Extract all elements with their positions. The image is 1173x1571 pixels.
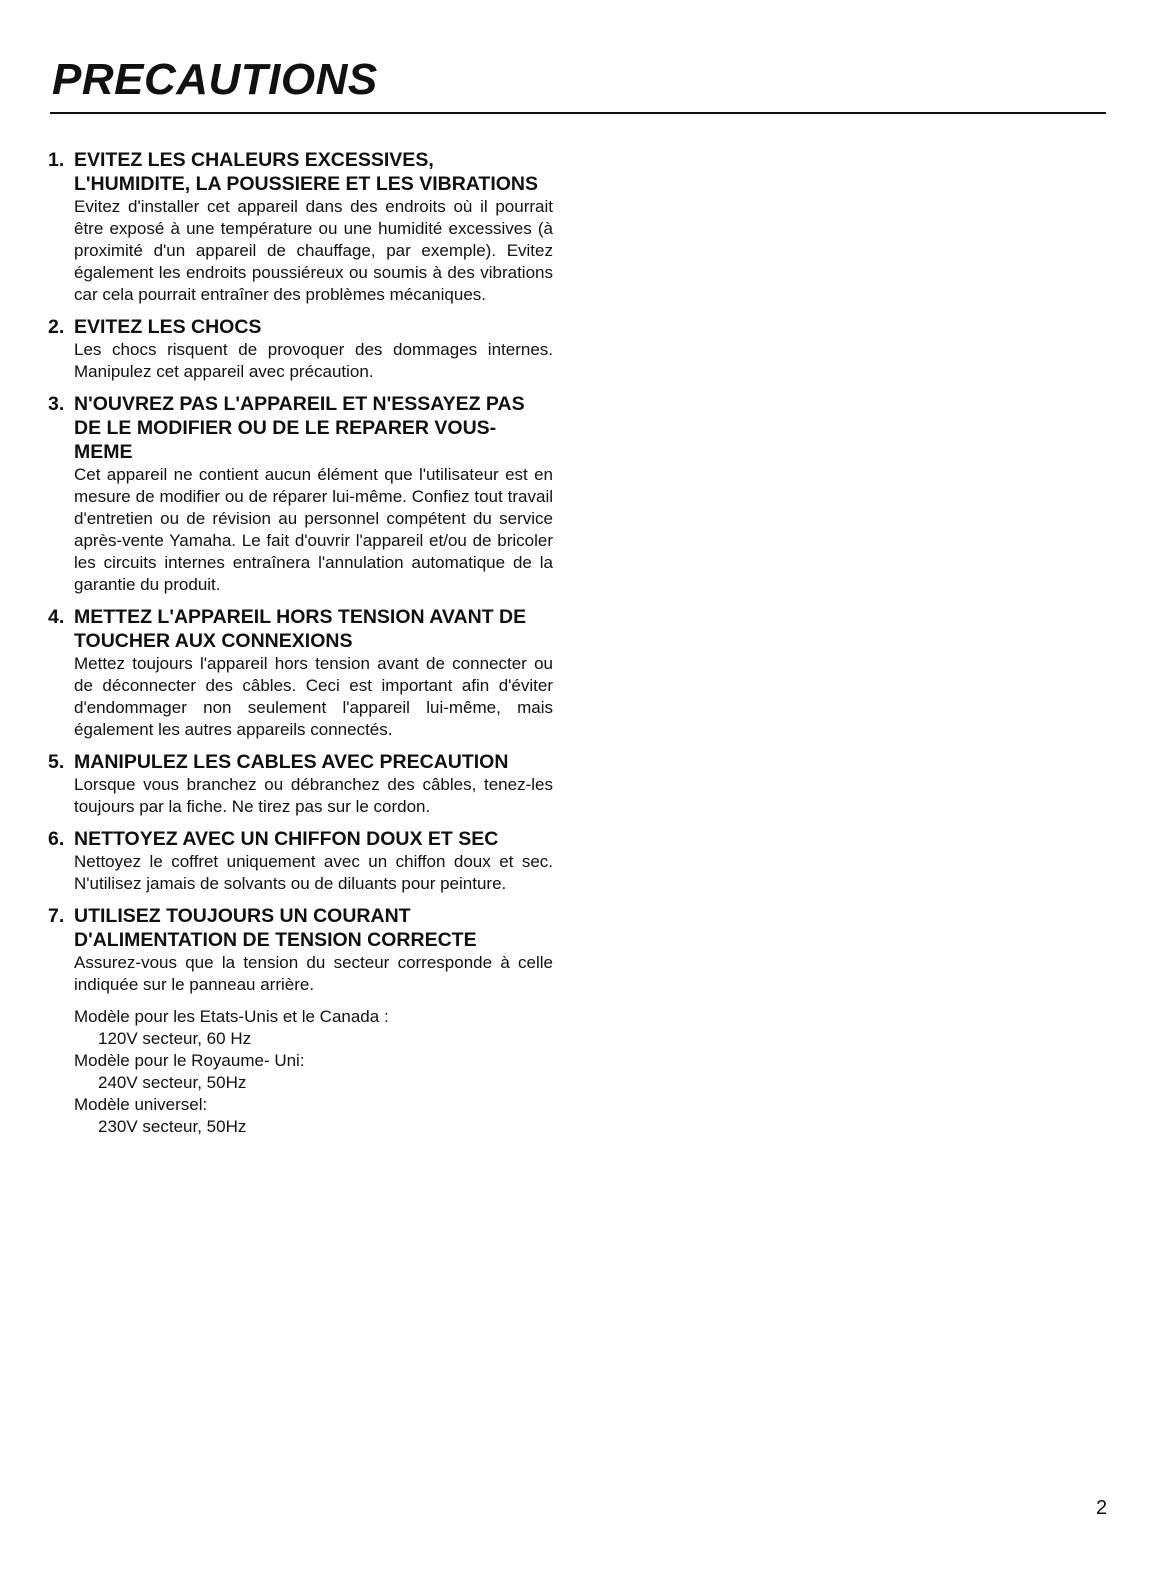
item-number: 2.: [48, 316, 65, 338]
item-body: Cet appareil ne contient aucun élément que l'utilisateur est en mesure de modifier ou de réparer lui-même. Confiez tout travail d'entretien ou de révision au personnel compétent du service après-vente Yamaha. Le fait d'ouvrir l'appareil et/ou de bricoler les circuits internes entraînera l'annulation automatique de la garantie du produit.: [74, 465, 553, 594]
precaution-item: [48, 750, 553, 818]
item-heading: N'OUVREZ PAS L'APPAREIL ET N'ESSAYEZ PAS DE LE MODIFIER OU DE LE REPARER VOUS-MEME: [74, 393, 525, 463]
item-body: Les chocs risquent de provoquer des dommages internes. Manipulez cet appareil avec précaution.: [74, 340, 553, 381]
voltage-model: Modèle pour les Etats-Unis et le Canada :: [74, 1007, 389, 1026]
item-number: 3.: [48, 393, 65, 415]
precaution-item: [48, 392, 553, 596]
item-number: 1.: [48, 149, 65, 171]
page-number: 2: [1096, 1497, 1108, 1519]
item-body: Lorsque vous branchez ou débranchez des câbles, tenez-les toujours par la fiche. Ne tirez pas sur le cordon.: [74, 775, 553, 816]
precaution-item: [48, 605, 553, 741]
item-heading: METTEZ L'APPAREIL HORS TENSION AVANT DE TOUCHER AUX CONNEXIONS: [74, 606, 527, 652]
title-rule: [50, 112, 1106, 114]
precautions-list: [48, 148, 553, 1147]
precaution-item: [48, 827, 553, 895]
item-heading: EVITEZ LES CHALEURS EXCESSIVES, L'HUMIDITE, LA POUSSIERE ET LES VIBRATIONS: [74, 149, 539, 195]
item-number: 4.: [48, 606, 65, 628]
voltage-value: 230V secteur, 50Hz: [98, 1117, 247, 1136]
item-body: Evitez d'installer cet appareil dans des endroits où il pourrait être exposé à une température ou une humidité excessives (à proximité d'un appareil de chauffage, par exemple). Evitez également les endroits poussiéreux ou soumis à des vibrations car cela pourrait entraîner des problèmes mécaniques.: [74, 197, 553, 304]
page-title: PRECAUTIONS: [52, 55, 378, 104]
item-heading: EVITEZ LES CHOCS: [74, 316, 262, 338]
voltage-value: 120V secteur, 60 Hz: [98, 1029, 252, 1048]
voltage-spec-list: [74, 1006, 553, 1138]
voltage-value: 240V secteur, 50Hz: [98, 1073, 247, 1092]
precaution-item: [48, 148, 553, 306]
precaution-item: [48, 315, 553, 383]
item-body: Assurez-vous que la tension du secteur corresponde à celle indiquée sur le panneau arrière.: [74, 953, 553, 994]
precaution-item: [48, 904, 553, 1138]
voltage-model: Modèle pour le Royaume- Uni:: [74, 1051, 305, 1070]
item-heading: UTILISEZ TOUJOURS UN COURANT D'ALIMENTATION DE TENSION CORRECTE: [74, 905, 477, 951]
item-body: Mettez toujours l'appareil hors tension avant de connecter ou de déconnecter des câbles. Ceci est important afin d'éviter d'endommager non seulement l'appareil lui-même, mais également les autres appareils connectés.: [74, 654, 553, 739]
item-heading: MANIPULEZ LES CABLES AVEC PRECAUTION: [74, 751, 509, 773]
item-heading: NETTOYEZ AVEC UN CHIFFON DOUX ET SEC: [74, 828, 499, 850]
item-number: 6.: [48, 828, 65, 850]
item-body: Nettoyez le coffret uniquement avec un chiffon doux et sec. N'utilisez jamais de solvants ou de diluants pour peinture.: [74, 852, 553, 893]
item-number: 5.: [48, 751, 65, 773]
voltage-model: Modèle universel:: [74, 1095, 208, 1114]
item-number: 7.: [48, 905, 65, 927]
